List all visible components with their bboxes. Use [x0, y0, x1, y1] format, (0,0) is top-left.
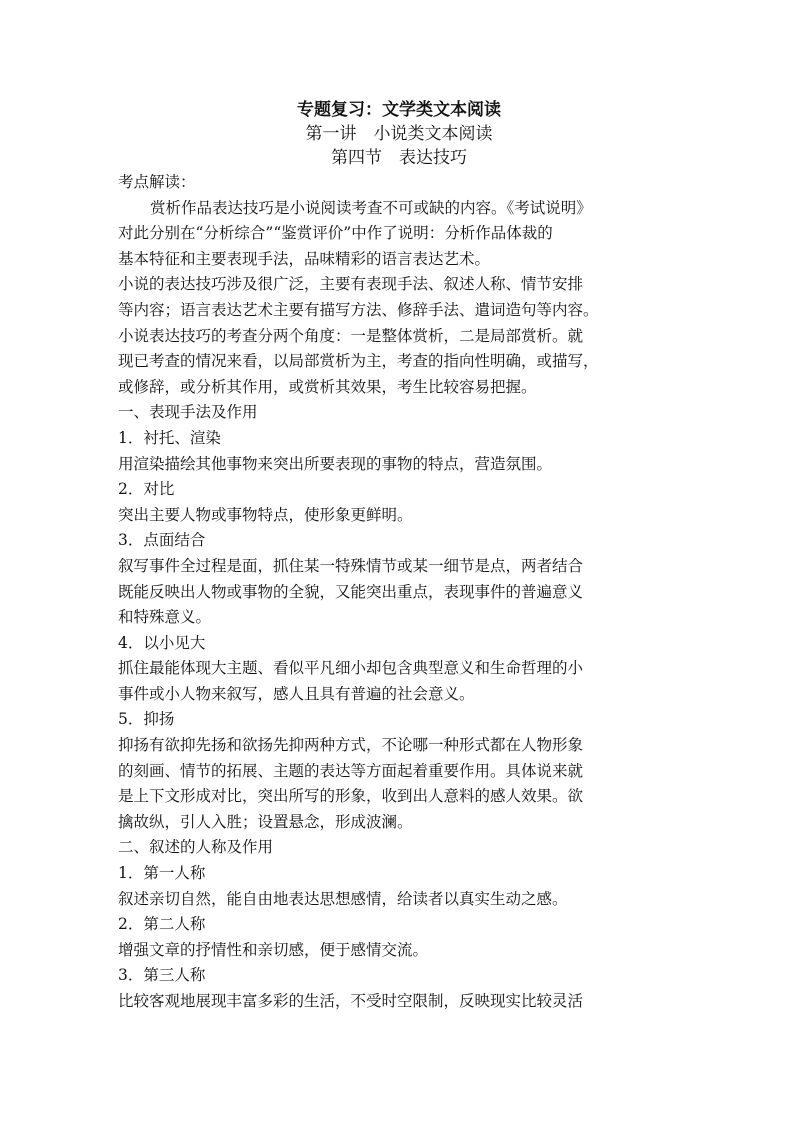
text-line: 对此分别在“分析综合”“鉴赏评价”中作了说明：分析作品体裁的: [118, 224, 553, 243]
text-line: 考点解读：: [118, 173, 196, 191]
text-line: 叙写事件全过程是面，抓住某一特殊情节或某一细节是点，两者结合: [118, 556, 584, 575]
text-line: 小说表达技巧的考查分两个角度：一是整体赏析，二是局部赏析。就: [118, 326, 584, 345]
section-heading: 第四节 表达技巧: [331, 148, 467, 168]
text-line: 现已考查的情况来看，以局部赏析为主，考查的指向性明确，或描写，: [118, 352, 599, 371]
text-line: 增强文章的抒情性和亲切感，便于感情交流。: [118, 940, 429, 959]
item-heading: 3．点面结合: [118, 531, 206, 550]
lecture-subtitle: 第一讲 小说类文本阅读: [305, 124, 493, 144]
section-heading-1: 一、表现手法及作用: [118, 403, 258, 422]
text-line: 赏析作品表达技巧是小说阅读考查不可或缺的内容。《考试说明》: [150, 198, 592, 217]
text-line: 用渲染描绘其他事物来突出所要表现的事物的特点，营造氛围。: [118, 454, 553, 473]
text-line: 小说的表达技巧涉及很广泛，主要有表现手法、叙述人称、情节安排: [118, 275, 584, 294]
text-line: 等内容；语言表达艺术主要有描写方法、修辞手法、遣词造句等内容。: [118, 300, 599, 319]
document-content: [118, 98, 680, 1015]
text-line: 擒故纵，引人入胜；设置悬念，形成波澜。: [118, 812, 413, 831]
text-line: 是上下文形成对比，突出所写的形象，收到出人意料的感人效果。欲: [118, 787, 584, 806]
text-line: 或修辞，或分析其作用，或赏析其效果，考生比较容易把握。: [118, 377, 537, 396]
text-line: 的刻画、情节的拓展、主题的表达等方面起着重要作用。具体说来就: [118, 761, 584, 780]
item-heading: 5．抑扬: [118, 710, 175, 729]
text-line: 突出主要人物或事物特点，使形象更鲜明。: [118, 505, 413, 524]
item-heading: 3．第三人称: [118, 966, 206, 985]
text-line: 既能反映出人物或事物的全貌，又能突出重点，表现事件的普遍意义: [118, 582, 584, 601]
item-heading: 1．第一人称: [118, 864, 206, 883]
item-heading: 4．以小见大: [118, 633, 206, 652]
item-heading: 1．衬托、渲染: [118, 428, 221, 447]
item-heading: 2．对比: [118, 480, 175, 499]
item-heading: 2．第二人称: [118, 915, 206, 934]
text-line: 基本特征和主要表现手法，品味精彩的语言表达艺术。: [118, 249, 491, 268]
text-line: 叙述亲切自然，能自由地表达思想感情，给读者以真实生动之感。: [118, 889, 568, 908]
text-line: 抓住最能体现大主题、看似平凡细小却包含典型意义和生命哲理的小: [118, 659, 584, 678]
text-line: 事件或小人物来叙写，感人且具有普遍的社会意义。: [118, 684, 475, 703]
text-line: 和特殊意义。: [118, 608, 212, 627]
text-line: 比较客观地展现丰富多彩的生活，不受时空限制，反映现实比较灵活: [118, 992, 584, 1010]
text-line: 抑扬有欲抑先扬和欲扬先抑两种方式，不论哪一种形式都在人物形象: [118, 736, 584, 755]
document-title: 专题复习：文学类文本阅读: [297, 100, 501, 120]
section-heading-2: 二、叙述的人称及作用: [118, 838, 274, 857]
